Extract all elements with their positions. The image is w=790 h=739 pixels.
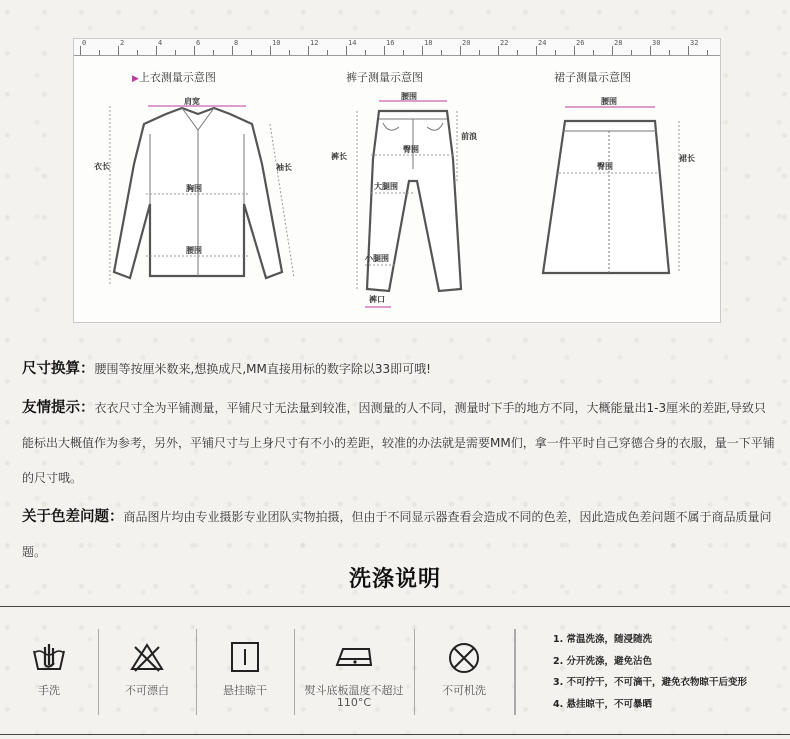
pants-length-label: 裤长 — [331, 152, 347, 161]
hem-label: 裤口 — [369, 295, 385, 304]
ruler-tick — [156, 46, 157, 55]
ruler-number: 4 — [158, 39, 163, 47]
ruler-number: 22 — [500, 39, 509, 47]
thigh-label: 大腿围 — [374, 182, 398, 191]
ruler-number: 30 — [652, 39, 661, 47]
ruler — [74, 39, 720, 56]
divider — [0, 734, 790, 735]
ruler-tick — [593, 50, 594, 55]
ruler-tick — [80, 46, 81, 55]
ruler-tick — [346, 46, 347, 55]
care-symbol-iron — [294, 629, 415, 715]
ruler-number: 8 — [234, 39, 239, 47]
skirt-diagram — [529, 89, 709, 289]
iron-icon — [333, 641, 375, 671]
instruction-item: 3. 不可拧干，不可滴干，避免衣物晾干后变形 — [553, 677, 748, 688]
pants-hip-label: 臀围 — [403, 145, 419, 154]
note-heading: 尺寸换算： — [22, 361, 95, 377]
care-symbol-no-bleach — [98, 629, 197, 715]
ruler-number: 20 — [462, 39, 471, 47]
instruction-item: 1. 常温洗涤，随浸随洗 — [553, 634, 653, 645]
ruler-tick — [403, 50, 404, 55]
wash-instructions-title: 洗涤说明 — [348, 567, 441, 592]
care-label: 熨斗底板温度不超过110°C — [304, 684, 404, 709]
ruler-tick — [213, 50, 214, 55]
no-machine-wash-icon — [447, 641, 481, 675]
skirt-waist-label: 腰围 — [601, 97, 617, 106]
ruler-tick — [460, 46, 461, 55]
ruler-number: 18 — [424, 39, 433, 47]
hand-wash-icon — [30, 641, 68, 673]
chest-label: 胸围 — [186, 184, 202, 193]
ruler-tick — [536, 46, 537, 55]
color-difference-note — [22, 500, 777, 570]
ruler-number: 6 — [196, 39, 201, 47]
ruler-tick — [650, 46, 651, 55]
ruler-tick — [384, 46, 385, 55]
ruler-tick — [270, 46, 271, 55]
ruler-number: 2 — [120, 39, 125, 47]
ruler-tick — [194, 46, 195, 55]
ruler-number: 16 — [386, 39, 395, 47]
ruler-tick — [517, 50, 518, 55]
ruler-tick — [555, 50, 556, 55]
length-label: 衣长 — [94, 162, 110, 171]
ruler-tick — [137, 50, 138, 55]
arrow-marker-icon: ▶ — [132, 74, 139, 84]
ruler-number: 26 — [576, 39, 585, 47]
measurement-panel — [73, 38, 721, 323]
care-label: 悬挂晾干 — [223, 684, 267, 697]
divider — [0, 606, 790, 607]
note-heading: 友情提示： — [22, 400, 95, 416]
instruction-item: 4. 悬挂晾干，不可暴晒 — [553, 698, 653, 710]
skirt-hip-label: 臀围 — [597, 162, 613, 171]
top-diagram-title: ▶上衣测量示意图 — [132, 71, 216, 84]
pants-diagram-title: 裤子测量示意图 — [346, 71, 423, 84]
skirt-diagram-title: 裙子测量示意图 — [554, 71, 631, 84]
ruler-tick — [707, 50, 708, 55]
front-rise-label: 前浪 — [461, 132, 477, 141]
pants-waist-label: 腰围 — [401, 92, 417, 101]
care-label: 手洗 — [38, 684, 60, 697]
size-conversion-note — [22, 352, 777, 387]
ruler-tick — [441, 50, 442, 55]
ruler-tick — [175, 50, 176, 55]
ruler-tick — [118, 46, 119, 55]
calf-label: 小腿围 — [365, 254, 389, 263]
wash-instructions-list — [515, 629, 785, 715]
ruler-tick — [251, 50, 252, 55]
ruler-number: 0 — [82, 39, 87, 47]
ruler-tick — [688, 46, 689, 55]
pants-diagram — [329, 89, 499, 319]
ruler-number: 32 — [690, 39, 699, 47]
ruler-number: 24 — [538, 39, 547, 47]
ruler-tick — [422, 46, 423, 55]
ruler-tick — [631, 50, 632, 55]
no-bleach-icon — [129, 641, 165, 673]
ruler-number: 14 — [348, 39, 357, 47]
hang-dry-icon — [228, 641, 262, 673]
ruler-tick — [365, 50, 366, 55]
sleeve-label: 袖长 — [276, 163, 292, 172]
ruler-tick — [574, 46, 575, 55]
ruler-tick — [327, 50, 328, 55]
care-symbol-no-machine-wash — [414, 629, 515, 715]
ruler-tick — [498, 46, 499, 55]
care-label: 不可机洗 — [442, 684, 486, 697]
instruction-item: 2. 分开洗涤，避免沾色 — [553, 655, 653, 667]
ruler-tick — [289, 50, 290, 55]
care-symbol-hang-dry — [196, 629, 295, 715]
note-heading: 关于色差问题： — [22, 509, 124, 525]
ruler-tick — [669, 50, 670, 55]
ruler-tick — [99, 50, 100, 55]
ruler-number: 28 — [614, 39, 623, 47]
ruler-tick — [479, 50, 480, 55]
ruler-tick — [612, 46, 613, 55]
skirt-length-label: 裙长 — [679, 154, 695, 163]
ruler-number: 12 — [310, 39, 319, 47]
note-body: 腰围等按厘米数来,想换成尺,MM直接用标的数字除以33即可哦! — [94, 362, 431, 376]
note-body: 商品图片均由专业摄影专业团队实物拍摄，但由于不同显示器查看会造成不同的色差，因此造成色差问题不属于商品质量问题。 — [22, 510, 772, 559]
shoulder-label: 肩宽 — [184, 97, 200, 106]
ruler-number: 10 — [272, 39, 281, 47]
care-symbol-hand-wash — [0, 629, 99, 715]
shirt-diagram — [94, 94, 304, 319]
care-label: 不可漂白 — [125, 684, 169, 697]
friendly-tip-note — [22, 391, 777, 496]
waist-label: 腰围 — [186, 246, 202, 255]
ruler-tick — [308, 46, 309, 55]
ruler-tick — [232, 46, 233, 55]
note-body: 衣衣尺寸全为平铺测量，平铺尺寸无法量到较准，因测量的人不同，测量时下手的地方不同，大概能量出1-3厘米的差距,导致只能标出大概值作为参考，另外，平铺尺寸与上身尺寸有不小的差距，较准的办法就是需要MM们，拿一件平时自己穿德合身的衣服，量一下平铺的尺寸哦。 — [22, 401, 775, 485]
